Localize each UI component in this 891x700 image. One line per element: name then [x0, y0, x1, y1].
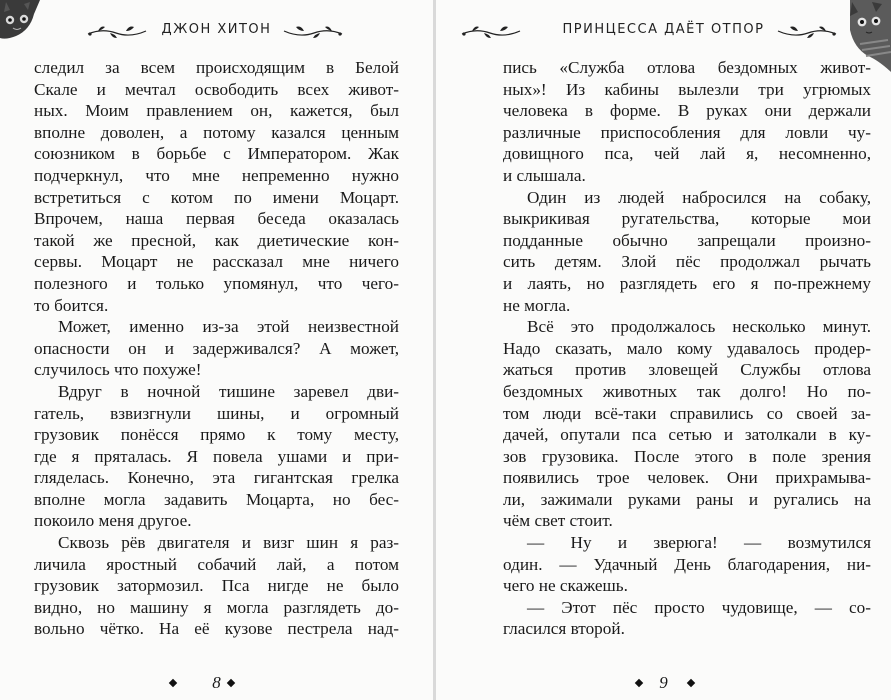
- text-line: дачей, опутали пса сетью и затолкали в ку-: [503, 425, 871, 445]
- text-line: грузовик понёсся прямо к тому месту,: [34, 425, 399, 445]
- page-body-text: [503, 57, 871, 640]
- right-vine-ornament-icon: [282, 24, 344, 40]
- text-line: Может, именно из-за этой неизвестной: [58, 317, 399, 337]
- text-line: чём свет стоит.: [503, 511, 613, 531]
- text-line: зов грузовика. После этого в поле зрения: [503, 446, 871, 466]
- text-line: видно, но машину я могла разглядеть до-: [34, 597, 399, 617]
- text-line: вполне могла задавить Моцарта, но бес-: [34, 489, 399, 509]
- text-line: бездомных животных так долго! Но по-: [503, 381, 871, 401]
- text-line: вольно чётко. На её кузове пестрела над-: [34, 619, 399, 639]
- text-line: чего не скажешь.: [503, 576, 628, 596]
- text-line: ли, зажимали руками раны и ругались на: [503, 489, 871, 509]
- text-line: пись «Служба отлова бездомных живот-: [503, 58, 871, 77]
- text-line: опасности он и задерживался? А может,: [34, 338, 399, 358]
- text-line: подчеркнул, что мне непременно нужно: [34, 165, 399, 185]
- text-line: и лаять, но разглядеть его я по-прежнему: [503, 273, 871, 293]
- text-line: различные приспособления для ловли чу-: [503, 122, 871, 142]
- text-line: ных»! Из кабины вылезли три угрюмых: [503, 79, 871, 99]
- text-line: выкрикивая ругательства, которые мои: [503, 209, 871, 229]
- text-line: Сквозь рёв двигателя и визг шин я раз-: [58, 533, 399, 553]
- page-number: 8: [212, 673, 221, 692]
- text-line: человека в форме. В руках они держали: [503, 101, 871, 121]
- text-line: встретиться с котом по имени Моцарт.: [34, 187, 399, 207]
- text-line: где я пряталась. Я повела ушами и при-: [34, 446, 399, 466]
- left-page: [0, 0, 433, 700]
- text-line: гатель, взвизгнули шины, и огромный: [34, 403, 399, 423]
- book-author-header: ДЖОН ХИТОН: [161, 22, 272, 37]
- book-title-header: ПРИНЦЕССА ДАЁТ ОТПОР: [562, 22, 765, 37]
- text-line: полезного и только упомянул, что чего-: [34, 273, 399, 293]
- text-line: союзником в борьбе с Императором. Жак: [34, 144, 399, 164]
- text-line: грузовик затормозил. Пса нигде не было: [34, 576, 399, 596]
- page-footer: [0, 672, 433, 694]
- text-line: довищного пса, чей лай я, несомненно,: [503, 144, 871, 164]
- text-line: — Этот пёс просто чудовище, — со-: [527, 597, 871, 617]
- text-line: Впрочем, наша первая беседа оказалась: [34, 209, 399, 229]
- right-page: [436, 0, 891, 700]
- text-line: гляделась. Конечно, эта гигантская грелка: [34, 468, 399, 488]
- text-line: то боится.: [34, 295, 109, 315]
- text-line: следил за всем происходящим в Белой: [34, 58, 399, 77]
- text-line: подданные обычно запрещали произно-: [503, 230, 871, 250]
- text-line: сить детям. Злой пёс продолжал рычать: [503, 252, 871, 272]
- text-line: не могла.: [503, 295, 571, 315]
- text-line: — Ну и зверюга! — возмутился: [527, 533, 871, 553]
- text-line: Всё это продолжалось несколько минут.: [527, 317, 871, 337]
- text-line: появились трое человек. Они прихрамыва-: [503, 468, 871, 488]
- text-line: ных. Моим правлением он, кажется, был: [34, 101, 399, 121]
- text-line: покоило меня другое.: [34, 511, 192, 531]
- text-line: личила яростный собачий лай, а потом: [34, 554, 399, 574]
- page-number: 9: [659, 673, 668, 692]
- page-footer: [436, 672, 891, 694]
- right-vine-ornament-icon: [776, 24, 838, 40]
- text-line: такой же пресной, как диетические кон-: [34, 230, 399, 250]
- text-line: случилось что похуже!: [34, 360, 202, 380]
- page-body-text: [34, 57, 399, 640]
- text-line: Надо сказать, мало кому удавалось продер-: [503, 338, 871, 358]
- running-header: [436, 14, 891, 44]
- text-line: Вдруг в ночной тишине заревел дви-: [58, 381, 399, 401]
- text-line: Один из людей набросился на собаку,: [527, 187, 871, 207]
- running-header: [0, 14, 433, 44]
- text-line: гласился второй.: [503, 619, 625, 639]
- text-line: сервы. Моцарт не рассказал мне ничего: [34, 252, 399, 272]
- text-line: один. — Удачный День благодарения, ни-: [503, 554, 871, 574]
- text-line: жаться против зловещей Службы отлова: [503, 360, 871, 380]
- text-line: и слышала.: [503, 165, 586, 185]
- text-line: вполне доволен, а потому казался ценным: [34, 122, 399, 142]
- text-line: том люди всё-таки справились со своей за-: [503, 403, 871, 423]
- text-line: Скале и мечтал освободить всех живот-: [34, 79, 399, 99]
